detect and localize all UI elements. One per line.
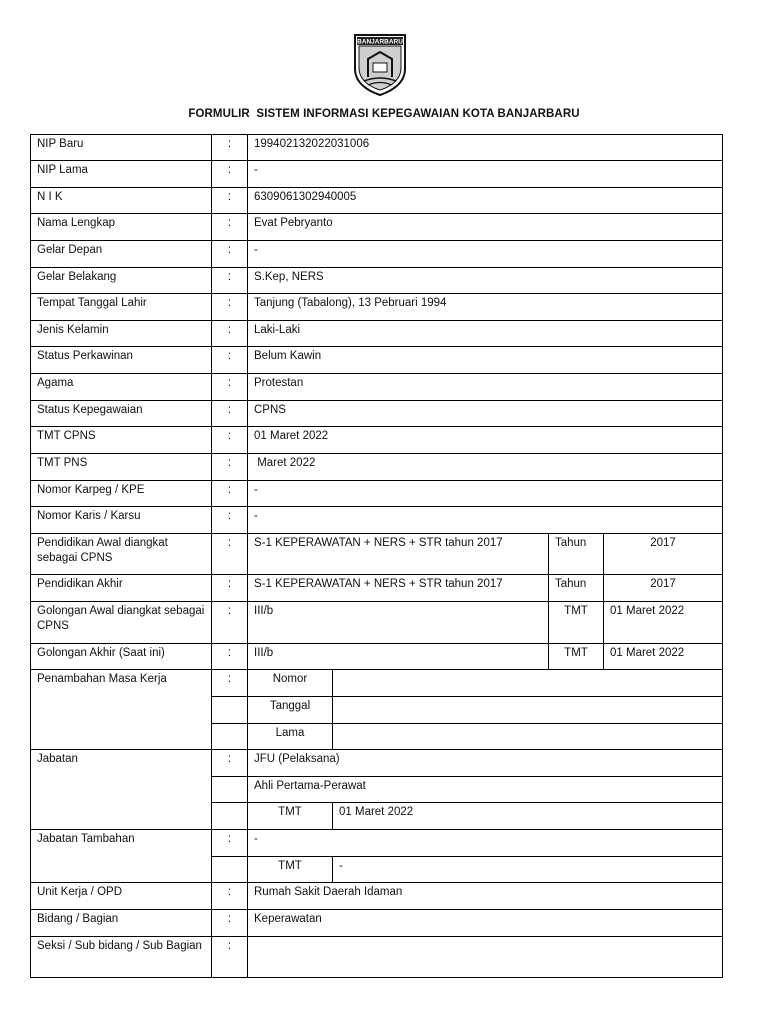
empty-cell	[212, 724, 248, 750]
colon: :	[212, 374, 248, 401]
field-label: Nomor Karpeg / KPE	[31, 481, 212, 507]
colon: :	[212, 427, 248, 454]
colon: :	[212, 670, 248, 697]
field-label: Golongan Awal diangkat sebagai CPNS	[31, 602, 212, 644]
gelar-depan-value: -	[248, 241, 723, 268]
field-label: Bidang / Bagian	[31, 910, 212, 937]
tmt-label: TMT	[549, 644, 604, 670]
jenis-kelamin-value: Laki-Laki	[248, 321, 723, 347]
colon: :	[212, 534, 248, 575]
tmt-label: TMT	[248, 857, 333, 883]
tahun-label: Tahun	[549, 534, 604, 575]
row-gelar-belakang	[31, 268, 723, 294]
colon: :	[212, 214, 248, 241]
field-label: Tempat Tanggal Lahir	[31, 294, 212, 321]
nomor-label: Nomor	[248, 670, 333, 697]
status-kepegawaian-value: CPNS	[248, 401, 723, 427]
row-nama-lengkap	[31, 214, 723, 241]
tmt-label: TMT	[549, 602, 604, 644]
row-status-perkawinan	[31, 347, 723, 374]
colon: :	[212, 321, 248, 347]
colon: :	[212, 910, 248, 937]
colon: :	[212, 602, 248, 644]
field-label: Jabatan	[31, 750, 212, 830]
tanggal-label: Tanggal	[248, 697, 333, 724]
status-perkawinan-value: Belum Kawin	[248, 347, 723, 374]
colon: :	[212, 294, 248, 321]
tmt-value: -	[333, 857, 723, 883]
field-label: Golongan Akhir (Saat ini)	[31, 644, 212, 670]
colon: :	[212, 883, 248, 910]
field-label: Agama	[31, 374, 212, 401]
colon: :	[212, 937, 248, 978]
colon: :	[212, 268, 248, 294]
row-seksi	[31, 937, 723, 978]
colon: :	[212, 401, 248, 427]
row-tempat-tanggal-lahir	[31, 294, 723, 321]
row-golongan-akhir	[31, 644, 723, 670]
row-jabatan-1	[31, 750, 723, 777]
row-pendidikan-akhir	[31, 575, 723, 602]
agama-value: Protestan	[248, 374, 723, 401]
field-label: Nomor Karis / Karsu	[31, 507, 212, 534]
colon: :	[212, 750, 248, 777]
colon: :	[212, 135, 248, 161]
colon: :	[212, 161, 248, 188]
tahun-value: 2017	[604, 534, 723, 575]
field-label: TMT PNS	[31, 454, 212, 481]
row-nip-baru	[31, 135, 723, 161]
row-status-kepegawaian	[31, 401, 723, 427]
jabatan-value: JFU (Pelaksana)	[248, 750, 723, 777]
field-label: N I K	[31, 188, 212, 214]
row-agama	[31, 374, 723, 401]
row-masa-kerja-nomor	[31, 670, 723, 697]
lama-label: Lama	[248, 724, 333, 750]
seksi-value	[248, 937, 723, 978]
tahun-value: 2017	[604, 575, 723, 602]
jabatan-tambahan-value: -	[248, 830, 723, 857]
colon: :	[212, 241, 248, 268]
empty-cell	[212, 857, 248, 883]
field-label: Jabatan Tambahan	[31, 830, 212, 883]
banjarbaru-emblem	[352, 33, 408, 97]
field-label: Jenis Kelamin	[31, 321, 212, 347]
field-label: Status Kepegawaian	[31, 401, 212, 427]
bidang-value: Keperawatan	[248, 910, 723, 937]
nip-baru-value: 199402132022031006	[248, 135, 723, 161]
field-label: Gelar Depan	[31, 241, 212, 268]
nip-lama-value: -	[248, 161, 723, 188]
row-jenis-kelamin	[31, 321, 723, 347]
field-label: Seksi / Sub bidang / Sub Bagian	[31, 937, 212, 978]
pendidikan-akhir-value: S-1 KEPERAWATAN + NERS + STR tahun 2017	[248, 575, 549, 602]
field-label: NIP Lama	[31, 161, 212, 188]
gelar-belakang-value: S.Kep, NERS	[248, 268, 723, 294]
field-label: Pendidikan Awal diangkat sebagai CPNS	[31, 534, 212, 575]
unit-kerja-value: Rumah Sakit Daerah Idaman	[248, 883, 723, 910]
tmt-label: TMT	[248, 803, 333, 830]
employee-form-table	[30, 134, 723, 978]
colon: :	[212, 575, 248, 602]
nik-value: 6309061302940005	[248, 188, 723, 214]
row-pendidikan-awal	[31, 534, 723, 575]
row-gelar-depan	[31, 241, 723, 268]
field-label: Nama Lengkap	[31, 214, 212, 241]
row-nik	[31, 188, 723, 214]
row-karpeg	[31, 481, 723, 507]
field-label: TMT CPNS	[31, 427, 212, 454]
golongan-awal-value: III/b	[248, 602, 549, 644]
jabatan-fungsional-value: Ahli Pertama-Perawat	[248, 777, 723, 803]
colon: :	[212, 188, 248, 214]
colon: :	[212, 454, 248, 481]
colon: :	[212, 644, 248, 670]
karis-value: -	[248, 507, 723, 534]
golongan-akhir-value: III/b	[248, 644, 549, 670]
emblem-text: BANJARBARU	[357, 38, 403, 46]
row-jabatan-tambahan	[31, 830, 723, 857]
colon: :	[212, 347, 248, 374]
karpeg-value: -	[248, 481, 723, 507]
row-unit-kerja	[31, 883, 723, 910]
tmt-value: 01 Maret 2022	[604, 644, 723, 670]
nomor-value	[333, 670, 723, 697]
row-nip-lama	[31, 161, 723, 188]
field-label: Unit Kerja / OPD	[31, 883, 212, 910]
colon: :	[212, 507, 248, 534]
row-golongan-awal	[31, 602, 723, 644]
tmt-pns-value: Maret 2022	[248, 454, 723, 481]
field-label: Penambahan Masa Kerja	[31, 670, 212, 750]
row-tmt-cpns	[31, 427, 723, 454]
field-label: Pendidikan Akhir	[31, 575, 212, 602]
tmt-value: 01 Maret 2022	[333, 803, 723, 830]
tahun-label: Tahun	[549, 575, 604, 602]
tmt-value: 01 Maret 2022	[604, 602, 723, 644]
colon: :	[212, 830, 248, 857]
field-label: NIP Baru	[31, 135, 212, 161]
colon: :	[212, 481, 248, 507]
row-karis	[31, 507, 723, 534]
pendidikan-awal-value: S-1 KEPERAWATAN + NERS + STR tahun 2017	[248, 534, 549, 575]
lama-value	[333, 724, 723, 750]
ttl-value: Tanjung (Tabalong), 13 Pebruari 1994	[248, 294, 723, 321]
empty-cell	[212, 803, 248, 830]
row-tmt-pns	[31, 454, 723, 481]
tmt-cpns-value: 01 Maret 2022	[248, 427, 723, 454]
row-bidang	[31, 910, 723, 937]
field-label: Status Perkawinan	[31, 347, 212, 374]
tanggal-value	[333, 697, 723, 724]
nama-lengkap-value: Evat Pebryanto	[248, 214, 723, 241]
empty-cell	[212, 697, 248, 724]
field-label: Gelar Belakang	[31, 268, 212, 294]
form-title: FORMULIR SISTEM INFORMASI KEPEGAWAIAN KOTA BANJARBARU	[188, 108, 580, 120]
empty-cell	[212, 777, 248, 803]
